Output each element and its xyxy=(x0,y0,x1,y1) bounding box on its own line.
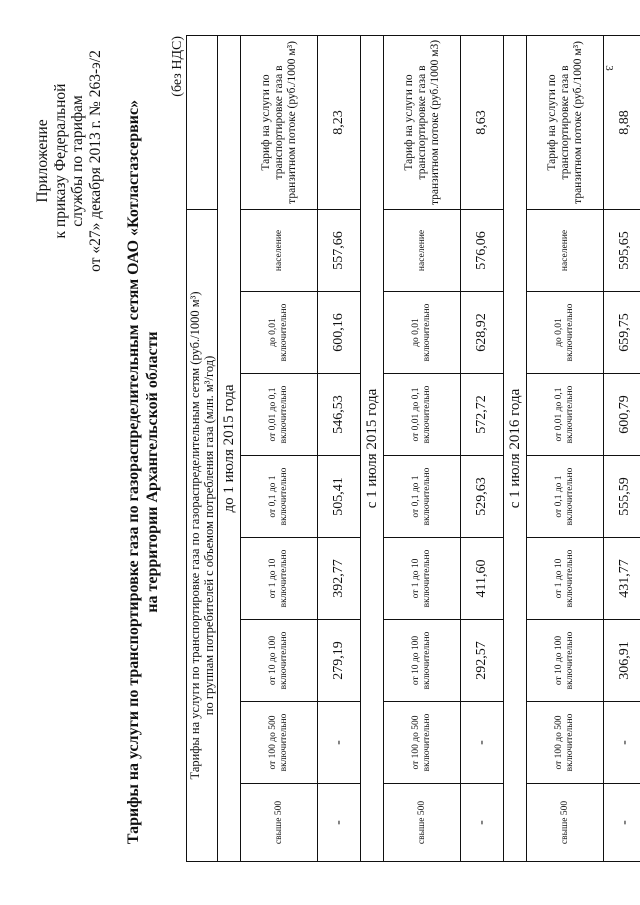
appendix-block xyxy=(34,46,104,276)
rotated-document xyxy=(20,12,632,892)
col-label: от 0,01 до 0,1 включительно xyxy=(527,374,604,456)
tariff-value: 505,41 xyxy=(318,456,361,538)
table-main-header xyxy=(187,209,218,861)
tariff-value: 576,06 xyxy=(461,209,504,291)
period-title: с 1 июля 2015 года xyxy=(361,35,384,861)
transit-label: Тариф на услуги по транспортировке газа в транзитном потоке (руб./1000 м3) xyxy=(384,35,461,209)
tariff-value: 529,63 xyxy=(461,456,504,538)
col-label: от 1 до 10 включительно xyxy=(241,538,318,620)
col-label: от 10 до 100 включительно xyxy=(384,620,461,702)
tariff-value: - xyxy=(318,702,361,784)
title-line: на территории Архангельской области xyxy=(144,331,161,613)
transit-label: Тариф на услуги по транспортировке газа в транзитном потоке (руб./1000 м³) xyxy=(527,35,604,209)
col-label: от 1 до 10 включительно xyxy=(384,538,461,620)
tariff-value: 555,59 xyxy=(604,456,640,538)
col-label: свыше 500 xyxy=(527,784,604,862)
tariff-value: 292,57 xyxy=(461,620,504,702)
tariff-value: 659,75 xyxy=(604,292,640,374)
tariff-table xyxy=(186,35,640,862)
transit-value: 8,63 xyxy=(461,35,504,209)
tariff-value: - xyxy=(604,784,640,862)
tariff-value: 557,66 xyxy=(318,209,361,291)
col-label: от 0,1 до 1 включительно xyxy=(241,456,318,538)
tariff-value: 600,79 xyxy=(604,374,640,456)
tariff-value: 431,77 xyxy=(604,538,640,620)
col-label: от 0,01 до 0,1 включительно xyxy=(241,374,318,456)
appendix-line: службы по тарифам xyxy=(69,95,86,227)
period-title: до 1 июля 2015 года xyxy=(218,35,241,861)
tariff-value: 279,19 xyxy=(318,620,361,702)
tariff-value: 600,16 xyxy=(318,292,361,374)
tariff-value: - xyxy=(461,784,504,862)
document-title xyxy=(124,92,162,852)
transit-value: 8,88 xyxy=(604,35,640,209)
col-label: свыше 500 xyxy=(384,784,461,862)
header-blank-cell xyxy=(187,35,218,209)
tariff-value: 595,65 xyxy=(604,209,640,291)
col-label: от 0,1 до 1 включительно xyxy=(384,456,461,538)
tariff-value: - xyxy=(604,702,640,784)
tariff-value: 572,72 xyxy=(461,374,504,456)
col-label: от 10 до 100 включительно xyxy=(527,620,604,702)
col-label: до 0,01 включительно xyxy=(527,292,604,374)
transit-value: 8,23 xyxy=(318,35,361,209)
appendix-line: к приказу Федеральной xyxy=(51,83,69,239)
col-label: до 0,01 включительно xyxy=(384,292,461,374)
col-label: население xyxy=(527,209,604,291)
vat-note: (без НДС) xyxy=(170,36,185,97)
col-label: от 0,01 до 0,1 включительно xyxy=(384,374,461,456)
title-line: Тарифы на услуги по транспортировке газа по газораспределительным сетям ОАО «Котласгазсервис» xyxy=(125,99,142,845)
col-label: от 100 до 500 включительно xyxy=(241,702,318,784)
col-label: свыше 500 xyxy=(241,784,318,862)
col-label: до 0,01 включительно xyxy=(241,292,318,374)
col-label: от 1 до 10 включительно xyxy=(527,538,604,620)
col-label: от 10 до 100 включительно xyxy=(241,620,318,702)
appendix-line: Приложение xyxy=(34,119,51,203)
appendix-line: от «27» декабря 2013 г. № 263-э/2 xyxy=(86,50,104,272)
tariff-value: 546,53 xyxy=(318,374,361,456)
tariff-value: 392,77 xyxy=(318,538,361,620)
col-label: население xyxy=(384,209,461,291)
tariff-value: 306,91 xyxy=(604,620,640,702)
col-label: от 100 до 500 включительно xyxy=(384,702,461,784)
header-line: Тарифы на услуги по транспортировке газа по газораспределительным сетям (руб./1000 м³) xyxy=(188,291,202,780)
header-line: по группам потребителей с объемом потребления газа (млн. м³/год) xyxy=(202,355,216,716)
transit-label: Тариф на услуги по транспортировке газа в транзитном потоке (руб./1000 м³) xyxy=(241,35,318,209)
tariff-value: 411,60 xyxy=(461,538,504,620)
tariff-value: - xyxy=(318,784,361,862)
page-number: 3 xyxy=(602,65,615,71)
col-label: от 100 до 500 включительно xyxy=(527,702,604,784)
tariff-value: - xyxy=(461,702,504,784)
tariff-value: 628,92 xyxy=(461,292,504,374)
period-title: с 1 июля 2016 года xyxy=(504,35,527,861)
col-label: население xyxy=(241,209,318,291)
col-label: от 0,1 до 1 включительно xyxy=(527,456,604,538)
